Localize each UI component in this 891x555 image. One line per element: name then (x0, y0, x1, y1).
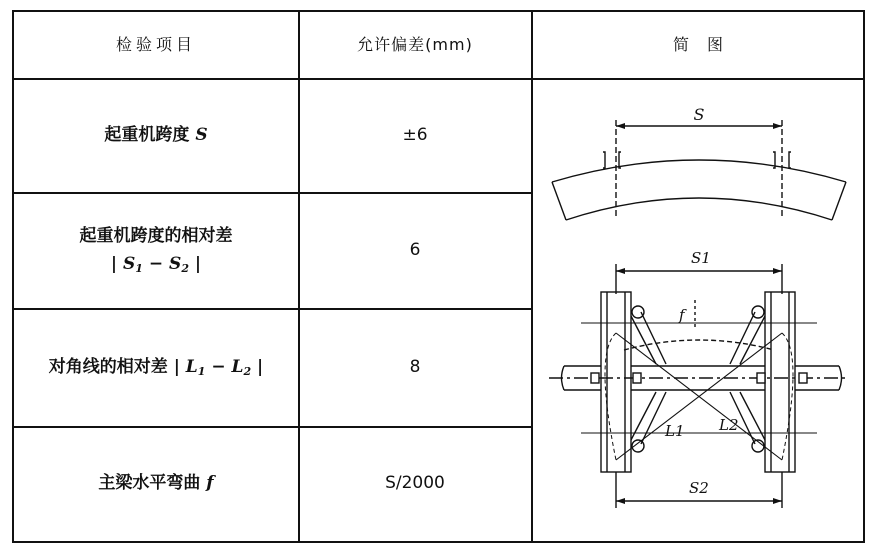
row2-item (14, 193, 298, 308)
row3-item (14, 309, 298, 426)
row4-item-symbol: f (206, 473, 214, 494)
row1-tolerance (299, 79, 531, 192)
row2-tolerance (299, 193, 531, 308)
row1-item (14, 79, 298, 192)
row2-tolerance-text: 6 (409, 239, 421, 260)
curved-girder (552, 152, 846, 220)
row3-item-formula: | $L_1 - L_2$ | (173, 356, 264, 378)
row3-tolerance-text: 8 (409, 356, 421, 377)
row1-tolerance-text: ±6 (402, 124, 428, 145)
header-tolerance (299, 12, 531, 78)
label-l2: L2 (719, 416, 739, 434)
struts (631, 306, 765, 452)
row4-tolerance-text: S/2000 (385, 473, 445, 494)
span1-dimension (616, 249, 782, 294)
right-end-carriage (765, 292, 795, 472)
label-s1: S1 (691, 249, 711, 267)
row3-item-text: 对角线的相对差 (48, 356, 168, 377)
row4-item-text: 主梁水平弯曲 (98, 473, 201, 494)
label-s: S (693, 105, 705, 124)
label-l1: L1 (665, 422, 685, 440)
header-diagram-text: 简 图 (672, 35, 724, 55)
label-f: f (679, 306, 685, 324)
crane-diagram (519, 68, 849, 529)
header-item-text: 检验项目 (115, 35, 196, 55)
row4-item (14, 427, 298, 541)
header-tolerance-text: 允许偏差(mm) (357, 35, 473, 55)
header-item (14, 12, 298, 78)
row4-tolerance (299, 427, 531, 541)
label-s2: S2 (689, 479, 709, 497)
row3-tolerance (299, 309, 531, 426)
row2-item-formula: | $S_1 - S_2$ | (110, 253, 202, 275)
span2-dimension (616, 472, 782, 508)
row1-item-symbol: S (195, 124, 208, 145)
span-dimension (616, 105, 782, 218)
row2-item-text: 起重机跨度的相对差 (79, 226, 233, 247)
row1-item-text: 起重机跨度 (104, 124, 190, 145)
